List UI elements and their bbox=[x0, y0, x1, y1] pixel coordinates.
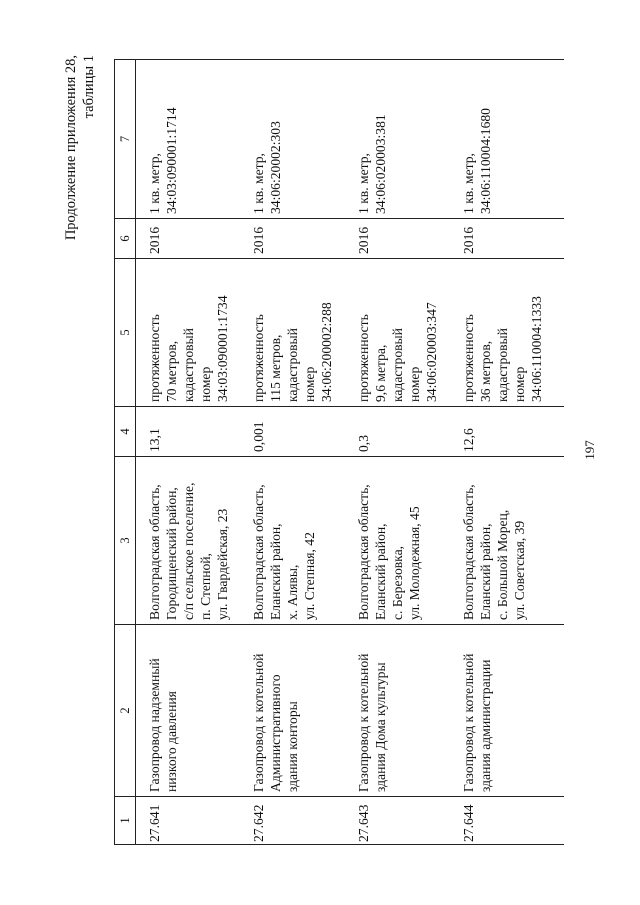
table-row bbox=[235, 60, 340, 845]
row-number: 27.642 bbox=[235, 797, 340, 845]
object-description: протяженность 36 метров, кадастровый номер 34:06:110004:1333 bbox=[445, 259, 564, 407]
object-description: протяженность 70 метров, кадастровый номер 34:03:090001:1734 bbox=[136, 259, 236, 407]
table-row bbox=[136, 60, 236, 845]
object-name: Газопровод к котельной здания Дома культуры bbox=[340, 625, 445, 797]
column-header: 6 bbox=[115, 219, 136, 259]
continuation-note: Продолжение приложения 28, таблицы 1 bbox=[63, 55, 97, 241]
object-name: Газопровод к котельной Административного здания конторы bbox=[235, 625, 340, 797]
property-table bbox=[114, 59, 564, 845]
object-address: Волгоградская область, Еланский район, с. Большой Морец, ул. Советская, 39 bbox=[445, 457, 564, 625]
column-header: 4 bbox=[115, 407, 136, 457]
object-value: 12,6 bbox=[445, 407, 564, 457]
object-value: 0,3 bbox=[340, 407, 445, 457]
row-number: 27.643 bbox=[340, 797, 445, 845]
object-year: 2016 bbox=[136, 219, 236, 259]
header-row bbox=[115, 60, 136, 845]
object-description: протяженность 9,6 метра, кадастровый номер 34:06:020003:347 bbox=[340, 259, 445, 407]
column-header: 7 bbox=[115, 60, 136, 219]
column-header: 1 bbox=[115, 797, 136, 845]
object-name: Газопровод к котельной здания администрации bbox=[445, 625, 564, 797]
object-cadastre: 1 кв. метр, 34:06:110004:1680 bbox=[445, 60, 564, 219]
column-header: 5 bbox=[115, 259, 136, 407]
row-number: 27.641 bbox=[136, 797, 236, 845]
page-number: 197 bbox=[582, 440, 597, 460]
object-year: 2016 bbox=[445, 219, 564, 259]
object-address: Волгоградская область, Городищенский район, с/п сельское поселение, п. Степной, ул. Гвардейская, 23 bbox=[136, 457, 236, 625]
object-year: 2016 bbox=[340, 219, 445, 259]
column-header: 2 bbox=[115, 625, 136, 797]
object-address: Волгоградская область, Еланский район, х. Алявы, ул. Степная, 42 bbox=[235, 457, 340, 625]
object-year: 2016 bbox=[235, 219, 340, 259]
table-row bbox=[340, 60, 445, 845]
object-cadastre: 1 кв. метр, 34:06:020003:381 bbox=[340, 60, 445, 219]
object-address: Волгоградская область, Еланский район, с. Березовка, ул. Молодежная, 45 bbox=[340, 457, 445, 625]
object-value: 0,001 bbox=[235, 407, 340, 457]
row-number: 27.644 bbox=[445, 797, 564, 845]
object-cadastre: 1 кв. метр, 34:03:090001:1714 bbox=[136, 60, 236, 219]
object-description: протяженность 115 метров, кадастровый номер 34:06:200002:288 bbox=[235, 259, 340, 407]
object-name: Газопровод надземный низкого давления bbox=[136, 625, 236, 797]
object-cadastre: 1 кв. метр, 34:06:20002:303 bbox=[235, 60, 340, 219]
column-header: 3 bbox=[115, 457, 136, 625]
object-value: 13,1 bbox=[136, 407, 236, 457]
table-row bbox=[445, 60, 564, 845]
